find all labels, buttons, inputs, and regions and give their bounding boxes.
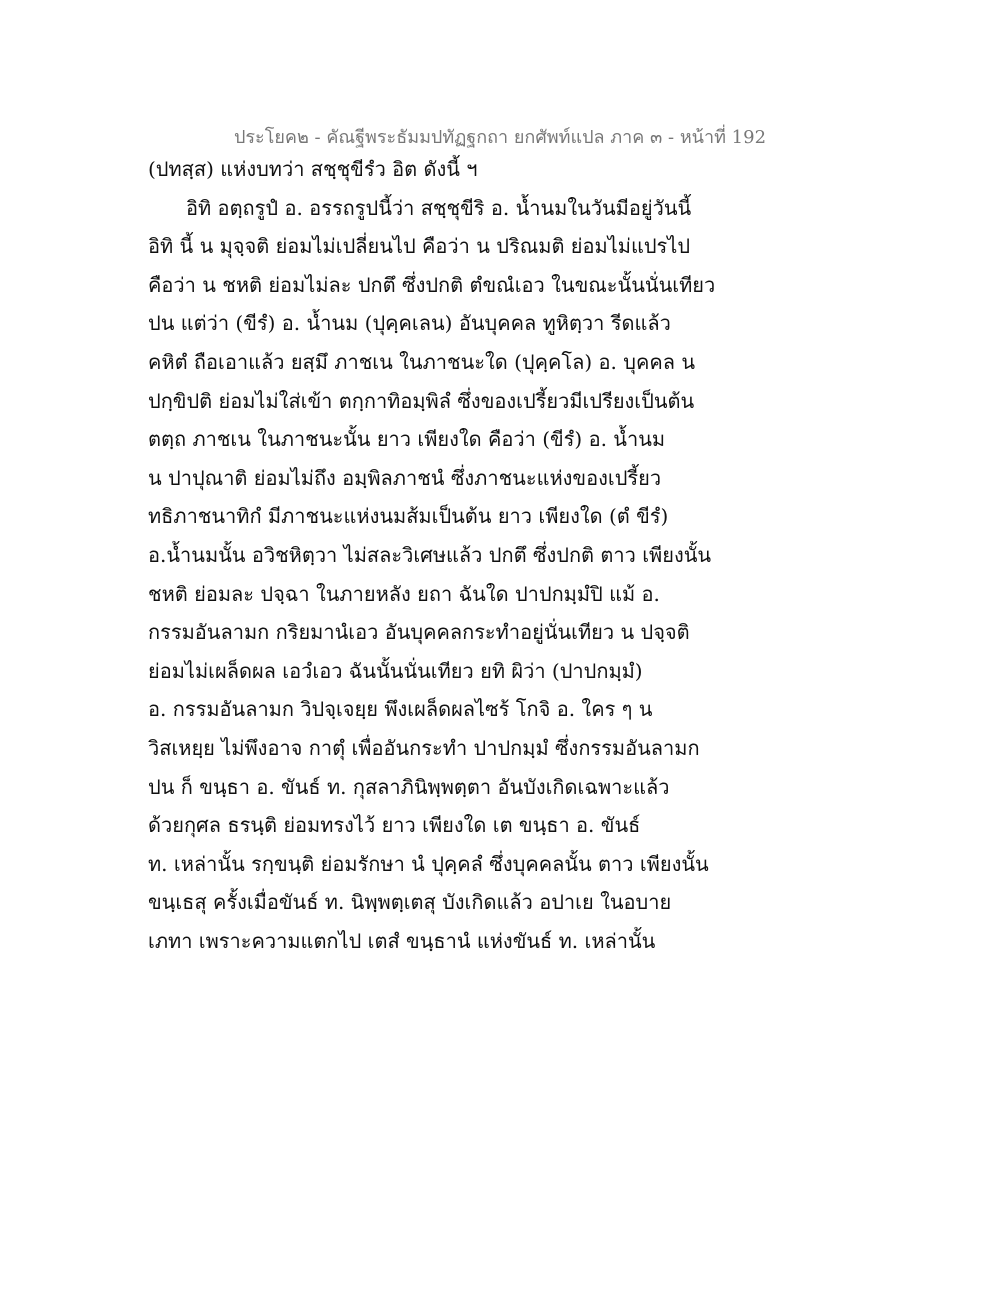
- text-line: ปกฺขิปติ ย่อมไม่ใส่เข้า ตกฺกาทิอมฺพิลํ ซึ่งของเปรี้ยวมีเปรียงเป็นต้น: [148, 388, 695, 413]
- text-line: คหิตํ ถือเอาแล้ว ยสฺมึ ภาชเน ในภาชนะใด (ปุคฺคโล) อ. บุคคล น: [148, 349, 695, 374]
- text-line: (ปทสฺส) แห่งบทว่า สชฺชุขีรํว อิต ดังนี้ ฯ: [148, 157, 478, 181]
- text-line: ตตฺถ ภาชเน ในภาชนะนั้น ยาว เพียงใด คือว่า (ขีรํ) อ. น้ำนม: [148, 427, 666, 452]
- text-line: อิทิ นี้ น มุจฺจติ ย่อมไม่เปลี่ยนไป คือว่า น ปริณมติ ย่อมไม่แปรไป: [148, 234, 691, 259]
- text-line: ท. เหล่านั้น รกฺขนฺติ ย่อมรักษา นํ ปุคฺคลํ ซึ่งบุคคลนั้น ตาว เพียงนั้น: [148, 851, 709, 876]
- body-text: [148, 150, 868, 960]
- text-line: ทธิภาชนาทิกํ มีภาชนะแห่งนมส้มเป็นต้น ยาว เพียงใด (ตํ ขีรํ): [148, 504, 669, 529]
- text-line: ย่อมไม่เผล็ดผล เอวํเอว ฉันนั้นนั่นเทียว ยทิ ผิว่า (ปาปกมฺมํ): [148, 658, 643, 683]
- text-line: น ปาปุณาติ ย่อมไม่ถึง อมฺพิลภาชนํ ซึ่งภาชนะแห่งของเปรี้ยว: [148, 465, 662, 490]
- text-line: กรรมอันลามก กริยมานํเอว อันบุคคลกระทำอยู่นั่นเทียว น ปจฺจติ: [148, 620, 690, 645]
- text-line: ขนฺเธสุ ครั้งเมื่อขันธ์ ท. นิพฺพตฺเตสุ บังเกิดแล้ว อปาเย ในอบาย: [148, 890, 672, 915]
- text-line: วิสเหยฺย ไม่พึงอาจ กาตุํ เพื่ออันกระทำ ปาปกมฺมํ ซึ่งกรรมอันลามก: [148, 735, 700, 760]
- text-line: คือว่า น ชหติ ย่อมไม่ละ ปกตึ ซึ่งปกติ ตํขณํเอว ในขณะนั้นนั่นเทียว: [148, 272, 716, 297]
- text-line: ปน ก็ ขนฺธา อ. ขันธ์ ท. กุสลาภินิพฺพตฺตา อันบังเกิดเฉพาะแล้ว: [148, 774, 670, 799]
- text-line: ชหติ ย่อมละ ปจฺฉา ในภายหลัง ยถา ฉันใด ปาปกมฺมํปิ แม้ อ.: [148, 581, 660, 606]
- text-line: เภทา เพราะความแตกไป เตสํ ขนฺธานํ แห่งขันธ์ ท. เหล่านั้น: [148, 928, 656, 953]
- text-line: ด้วยกุศล ธรนฺติ ย่อมทรงไว้ ยาว เพียงใด เต ขนฺธา อ. ขันธ์: [148, 813, 641, 838]
- text-line: อ.น้ำนมนั้น อวิชหิตฺวา ไม่สละวิเศษแล้ว ปกตึ ซึ่งปกติ ตาว เพียงนั้น: [148, 542, 712, 567]
- page-header: ประโยค๒ - คัณฐีพระธัมมปทัฏฐกถา ยกศัพท์แปล ภาค ๓ - หน้าที่ 192: [233, 127, 767, 148]
- text-line: ปน แต่ว่า (ขีรํ) อ. น้ำนม (ปุคฺคเลน) อันบุคคล ทูหิตฺวา รีดแล้ว: [148, 311, 671, 336]
- text-line: อ. กรรมอันลามก วิปจฺเจยฺย พึงเผล็ดผลไซร้ โกจิ อ. ใคร ๆ น: [148, 697, 653, 722]
- text-line: อิทิ อตฺถรูปํ อ. อรรถรูปนี้ว่า สชฺชุขีริ อ. น้ำนมในวันมีอยู่วันนี้: [186, 195, 692, 220]
